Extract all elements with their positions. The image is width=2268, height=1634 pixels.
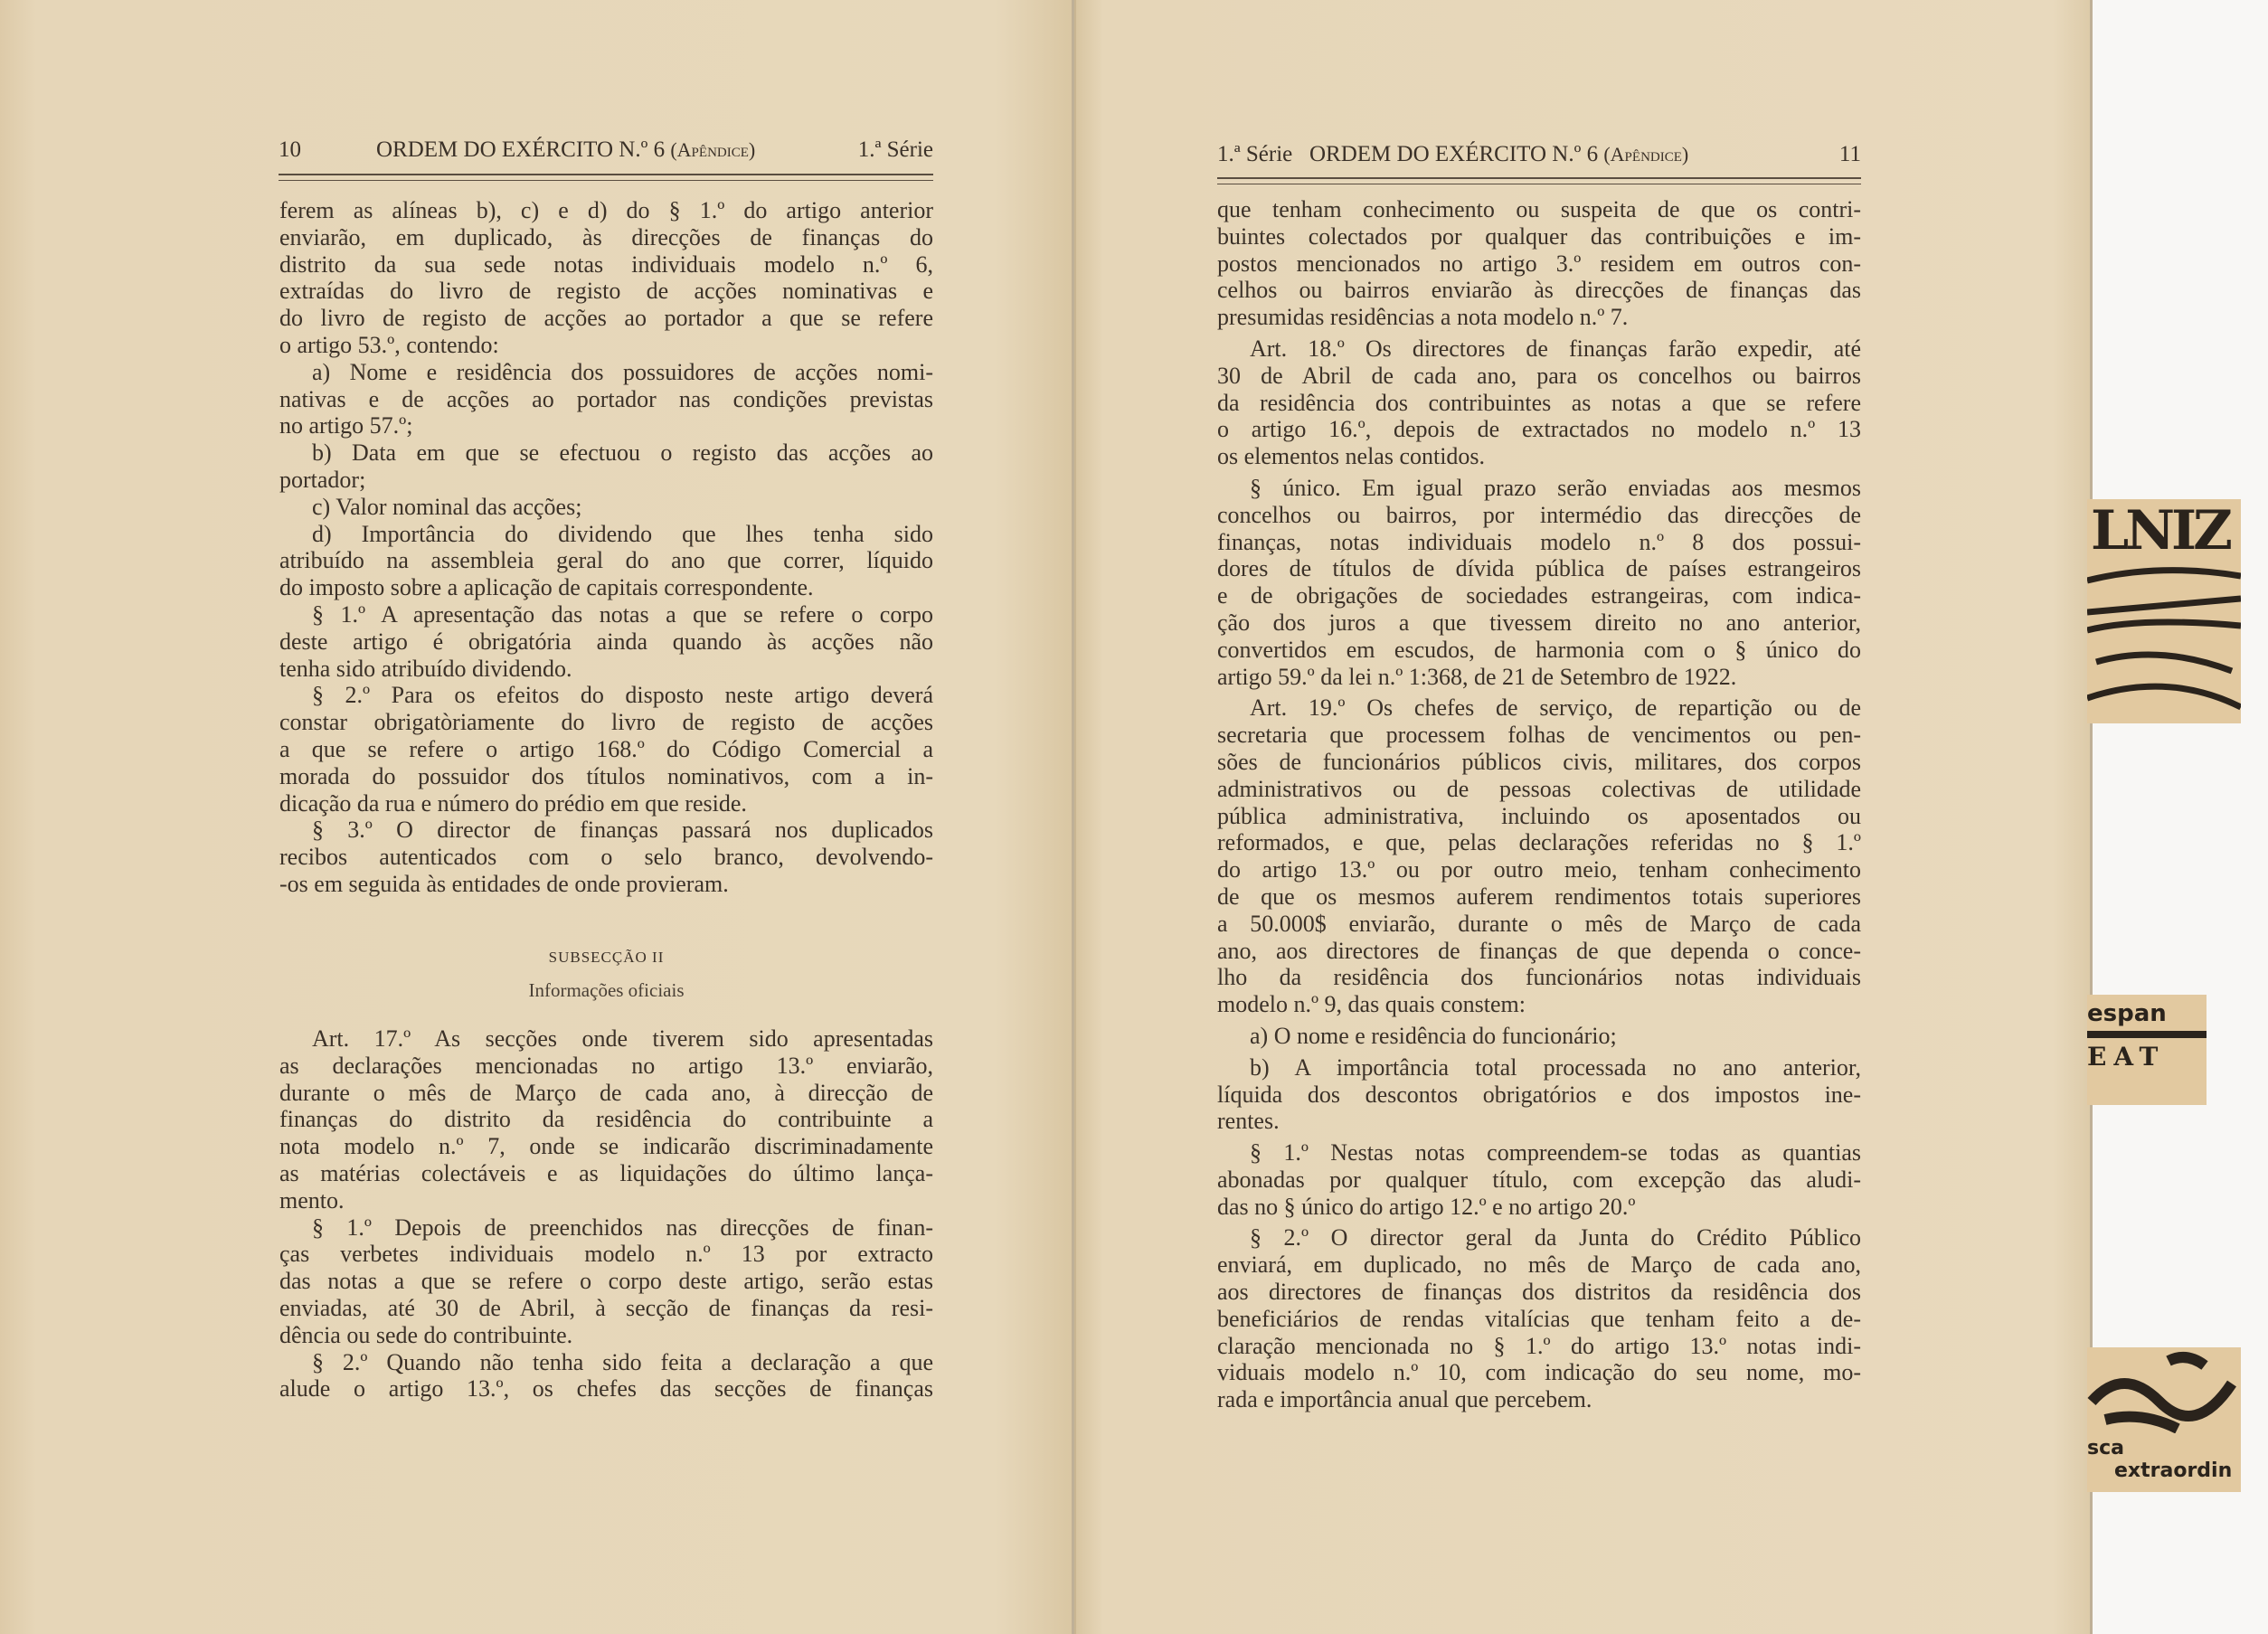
text-line: § 1.º A apresentação das notas a que se refere o corpo: [312, 600, 933, 628]
text-line: c) Valor nominal das acções;: [312, 493, 582, 520]
running-title: [376, 137, 755, 163]
text-line: § 1.º Depois de preenchidos nas direcções de finan-: [312, 1214, 933, 1241]
text-line: alude o artigo 13.º, os chefes das secções de finanças: [279, 1375, 933, 1403]
text-line: rada e importância anual que percebem.: [1217, 1386, 1592, 1413]
clipping-text: sca: [2087, 1437, 2124, 1459]
text-line: que tenham conhecimento ou suspeita de que os contri-: [1217, 196, 1861, 222]
text-line: das notas a que se refere o corpo deste artigo, serão estas: [279, 1268, 933, 1295]
newspaper-clipping-middle: [2087, 995, 2207, 1105]
text-line: administrativos ou de pessoas colectivas de utilidade: [1217, 775, 1861, 802]
text-line: -os em seguida às entidades de onde provieram.: [279, 870, 729, 897]
paragraph: [1217, 1054, 1861, 1135]
left-page: [0, 0, 1074, 1634]
text-line: dicação da rua e número do prédio em que reside.: [279, 789, 747, 817]
text-line: § 2.º Quando não tenha sido feita a declaração a que: [312, 1348, 933, 1375]
text-line: dência ou sede do contribuinte.: [279, 1321, 573, 1348]
text-line: durante o mês de Março de cada ano, à direcção de: [279, 1079, 933, 1106]
text-line: abonadas por qualquer título, com excepção das aludi-: [1217, 1166, 1861, 1193]
paragraph: [279, 601, 933, 682]
text-line: concelhos ou bairros, por intermédio das direcções de: [1217, 501, 1861, 528]
clipping-illustration-icon: [2087, 562, 2241, 723]
clipping-text: EAT: [2087, 1042, 2166, 1072]
text-line: extraídas do livro de registo de acções nominativas e: [279, 278, 933, 305]
text-line: de que os mesmos auferem rendimentos totais superiores: [1217, 883, 1861, 910]
page-number: 11: [1838, 142, 1861, 166]
header-rule: [279, 174, 933, 181]
text-line: e de obrigações de sociedades estrangeiras, com indica-: [1217, 582, 1861, 609]
text-line: as declarações mencionadas no artigo 13.º enviarão,: [279, 1052, 933, 1079]
text-line: morada do possuidor dos títulos nominativos, com a in-: [279, 762, 933, 789]
text-line: enviadas, até 30 de Abril, à secção de finanças da resi-: [279, 1294, 933, 1321]
text-line: Art. 18.º Os directores de finanças farão expedir, até: [1250, 335, 1861, 362]
text-line: das no § único do artigo 12.º e no artigo 20.º: [1217, 1193, 1636, 1220]
text-line: nota modelo n.º 7, onde se indicarão discriminadamente: [279, 1133, 933, 1160]
paragraph: [279, 1214, 933, 1349]
clipping-text: LNIZ: [2091, 499, 2229, 562]
text-line: celhos ou bairros enviarão às direcções de finanças das: [1217, 277, 1861, 304]
text-line: d) Importância do dividendo que lhes tenha sido: [312, 520, 933, 547]
text-line: convertidos em escudos, de harmonia com o § único do: [1217, 636, 1861, 663]
text-line: da residência dos contribuintes as notas a que se refere: [1217, 389, 1861, 416]
text-line: a) Nome e residência dos possuidores de acções nomi-: [312, 358, 933, 385]
paragraph: [279, 1349, 933, 1403]
left-column-top: [279, 197, 933, 898]
text-line: modelo n.º 9, das quais constem:: [1217, 991, 1526, 1018]
text-line: § 2.º Para os efeitos do disposto neste artigo deverá: [312, 682, 933, 709]
paragraph: [1217, 475, 1861, 690]
text-line: § único. Em igual prazo serão enviadas aos mesmos: [1250, 474, 1861, 501]
text-line: o artigo 53.º, contendo:: [279, 331, 499, 358]
text-line: atribuído na assembleia geral do ano que correr, líquido: [279, 547, 933, 574]
appendix-label: (Apêndice): [670, 138, 756, 161]
paragraph: [1217, 1224, 1861, 1413]
paragraph: [279, 521, 933, 601]
clipping-illustration-icon: [2087, 1347, 2241, 1433]
text-line: b) Data em que se efectuou o registo das acções ao: [312, 439, 933, 467]
running-title-text: ORDEM DO EXÉRCITO N.º 6: [376, 137, 666, 162]
series-label: 1.ª Série: [857, 137, 933, 162]
text-line: do livro de registo de acções ao portador a que se refere: [279, 305, 933, 332]
right-page-header: [1217, 142, 1861, 175]
text-line: mento.: [279, 1186, 345, 1214]
text-line: a 50.000$ enviarão, durante o mês de Março de cada: [1217, 910, 1861, 937]
text-line: b) A importância total processada no ano anterior,: [1250, 1053, 1861, 1081]
text-line: postos mencionados no artigo 3.º residem em outros con-: [1217, 250, 1861, 277]
text-line: ferem as alíneas b), c) e d) do § 1.º do artigo anterior: [279, 197, 933, 223]
text-line: nativas e de acções ao portador nas condições previstas: [279, 385, 933, 412]
appendix-label: (Apêndice): [1603, 143, 1689, 165]
section-heading-block: [279, 944, 933, 1013]
text-line: no artigo 57.º;: [279, 412, 413, 439]
text-line: enviarão, em duplicado, às direcções de finanças do: [279, 223, 933, 250]
text-line: finanças, notas individuais modelo n.º 8 dos possui-: [1217, 528, 1861, 555]
text-line: a que se refere o artigo 168.º do Código Comercial a: [279, 735, 933, 762]
right-column: [1217, 192, 1861, 1413]
text-line: artigo 59.º da lei n.º 1:368, de 21 de Setembro de 1922.: [1217, 663, 1737, 690]
clipping-text: espan: [2087, 1000, 2167, 1027]
text-line: ano, aos directores de finanças de que dependa o conce-: [1217, 937, 1861, 964]
right-page: [1074, 0, 2093, 1634]
paragraph: [279, 817, 933, 897]
text-line: dores de títulos de dívida pública de países estrangeiros: [1217, 555, 1861, 582]
paragraph: [279, 1025, 933, 1214]
paragraph: [279, 359, 933, 439]
text-line: § 1.º Nestas notas compreendem-se todas as quantias: [1250, 1139, 1861, 1166]
text-line: presumidas residências a nota modelo n.º 7.: [1217, 304, 1629, 331]
text-line: reformados, e que, pelas declarações referidas no § 1.º: [1217, 829, 1861, 856]
text-line: § 2.º O director geral da Junta do Crédito Público: [1250, 1224, 1861, 1251]
text-line: aos directores de finanças dos distritos da residência dos: [1217, 1279, 1861, 1306]
text-line: o artigo 16.º, depois de extractados no modelo n.º 13: [1217, 416, 1861, 443]
text-line: distrito da sua sede notas individuais modelo n.º 6,: [279, 250, 933, 278]
text-line: constar obrigatòriamente do livro de registo de acções: [279, 709, 933, 736]
clipping-text: extraordin: [2114, 1459, 2233, 1482]
text-line: portador;: [279, 466, 366, 493]
text-line: tenha sido atribuído dividendo.: [279, 655, 572, 682]
text-line: lho da residência dos funcionários notas individuais: [1217, 964, 1861, 991]
left-page-header: [279, 137, 933, 170]
running-title-text: ORDEM DO EXÉRCITO N.º 6: [1309, 142, 1599, 166]
paragraph: [279, 494, 933, 521]
newspaper-clipping-bottom: [2087, 1347, 2241, 1492]
text-line: beneficiários de rendas vitalícias que tenham feito a de-: [1217, 1305, 1861, 1332]
left-column-bottom: [279, 1025, 933, 1403]
text-line: rentes.: [1217, 1108, 1280, 1135]
paragraph: [1217, 196, 1861, 331]
header-rule: [1217, 177, 1861, 184]
clipping-rule: [2087, 1031, 2207, 1038]
text-line: § 3.º O director de finanças passará nos duplicados: [312, 817, 933, 844]
text-line: ças verbetes individuais modelo n.º 13 por extracto: [279, 1241, 933, 1268]
text-line: ção dos juros a que tivessem direito no ano anterior,: [1217, 609, 1861, 636]
paragraph: [279, 439, 933, 494]
series-label: 1.ª Série: [1217, 142, 1293, 166]
running-title: [1309, 142, 1688, 167]
section-subheading: Informações oficiais: [528, 979, 685, 1001]
text-line: enviará, em duplicado, no mês de Março de cada ano,: [1217, 1251, 1861, 1279]
paragraph: [1217, 1139, 1861, 1220]
text-line: claração mencionada no § 1.º do artigo 13.º notas indi-: [1217, 1332, 1861, 1359]
paragraph: [279, 197, 933, 359]
text-line: as matérias colectáveis e as liquidações do último lança-: [279, 1159, 933, 1186]
text-line: líquida dos descontos obrigatórios e dos impostos ine-: [1217, 1081, 1861, 1108]
text-line: secretaria que processem folhas de vencimentos ou pen-: [1217, 722, 1861, 749]
section-heading: SUBSECÇÃO II: [548, 949, 665, 966]
text-line: buintes colectados por qualquer das contribuições e im-: [1217, 222, 1861, 250]
text-line: deste artigo é obrigatória ainda quando às acções não: [279, 628, 933, 655]
text-line: 30 de Abril de cada ano, para os concelhos ou bairros: [1217, 362, 1861, 389]
text-line: os elementos nelas contidos.: [1217, 443, 1486, 470]
text-line: Art. 19.º Os chefes de serviço, de repartição ou de: [1250, 694, 1861, 722]
paragraph: [279, 682, 933, 817]
paragraph: [1217, 335, 1861, 470]
newspaper-clipping-top: [2087, 499, 2241, 723]
text-line: recibos autenticados com o selo branco, devolvendo-: [279, 844, 933, 871]
text-line: Art. 17.º As secções onde tiverem sido apresentadas: [312, 1025, 933, 1052]
text-line: finanças do distrito da residência do contribuinte a: [279, 1106, 933, 1133]
page-number: 10: [279, 137, 301, 162]
paragraph: [1217, 694, 1861, 1018]
paragraph: [1217, 1023, 1861, 1050]
text-line: a) O nome e residência do funcionário;: [1250, 1022, 1617, 1049]
text-line: do imposto sobre a aplicação de capitais correspondente.: [279, 574, 814, 601]
text-line: viduais modelo n.º 10, com indicação do seu nome, mo-: [1217, 1359, 1861, 1386]
text-line: sões de funcionários públicos civis, militares, dos corpos: [1217, 748, 1861, 775]
text-line: do artigo 13.º ou por outro meio, tenham conhecimento: [1217, 856, 1861, 883]
text-line: pública administrativa, incluindo os aposentados ou: [1217, 802, 1861, 829]
